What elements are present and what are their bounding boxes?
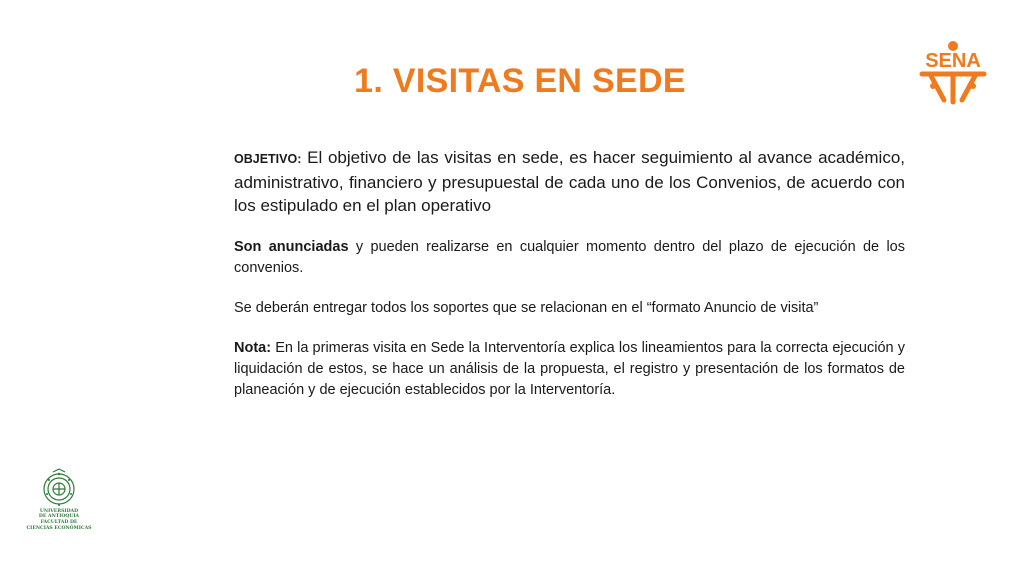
supports-paragraph: Se deberán entregar todos los soportes que se relacionan en el “formato Anuncio de visita” xyxy=(234,300,819,316)
sena-logo-graphic xyxy=(916,40,990,106)
udea-faculty-name: FACULTAD DE CIENCIAS ECONÓMICAS xyxy=(26,520,92,531)
note-text: En la primeras visita en Sede la Interventoría explica los lineamientos para la correcta ejecución y liquidación de estos, se hace un análisis de la propuesta, el registro y presentación de los formatos de planeación y de ejecución establecidos por la Interventoría. xyxy=(234,340,905,398)
objective-paragraph xyxy=(234,146,905,217)
sena-logo-text: SENA xyxy=(925,50,981,72)
udea-university-name: UNIVERSIDAD DE ANTIOQUIA xyxy=(38,509,80,520)
announced-text: y pueden realizarse en cualquier momento dentro del plazo de ejecución de los convenios. xyxy=(234,239,905,276)
objective-label: OBJETIVO: xyxy=(234,152,302,166)
objective-text: El objetivo de las visitas en sede, es hacer seguimiento al avance académico, administrativo, financiero y presupuestal de cada uno de los Convenios, de acuerdo con los estipulado en el plan operativo xyxy=(234,148,905,215)
note-label: Nota: xyxy=(234,340,272,356)
university-seal-icon xyxy=(41,468,77,508)
sena-logo xyxy=(916,40,990,106)
note-paragraph xyxy=(234,338,905,401)
announced-paragraph xyxy=(234,237,905,279)
slide-body xyxy=(234,146,905,420)
slide-title: 1. VISITAS EN SEDE xyxy=(354,62,686,100)
udea-logo xyxy=(24,468,94,542)
announced-label: Son anunciadas xyxy=(234,239,349,255)
